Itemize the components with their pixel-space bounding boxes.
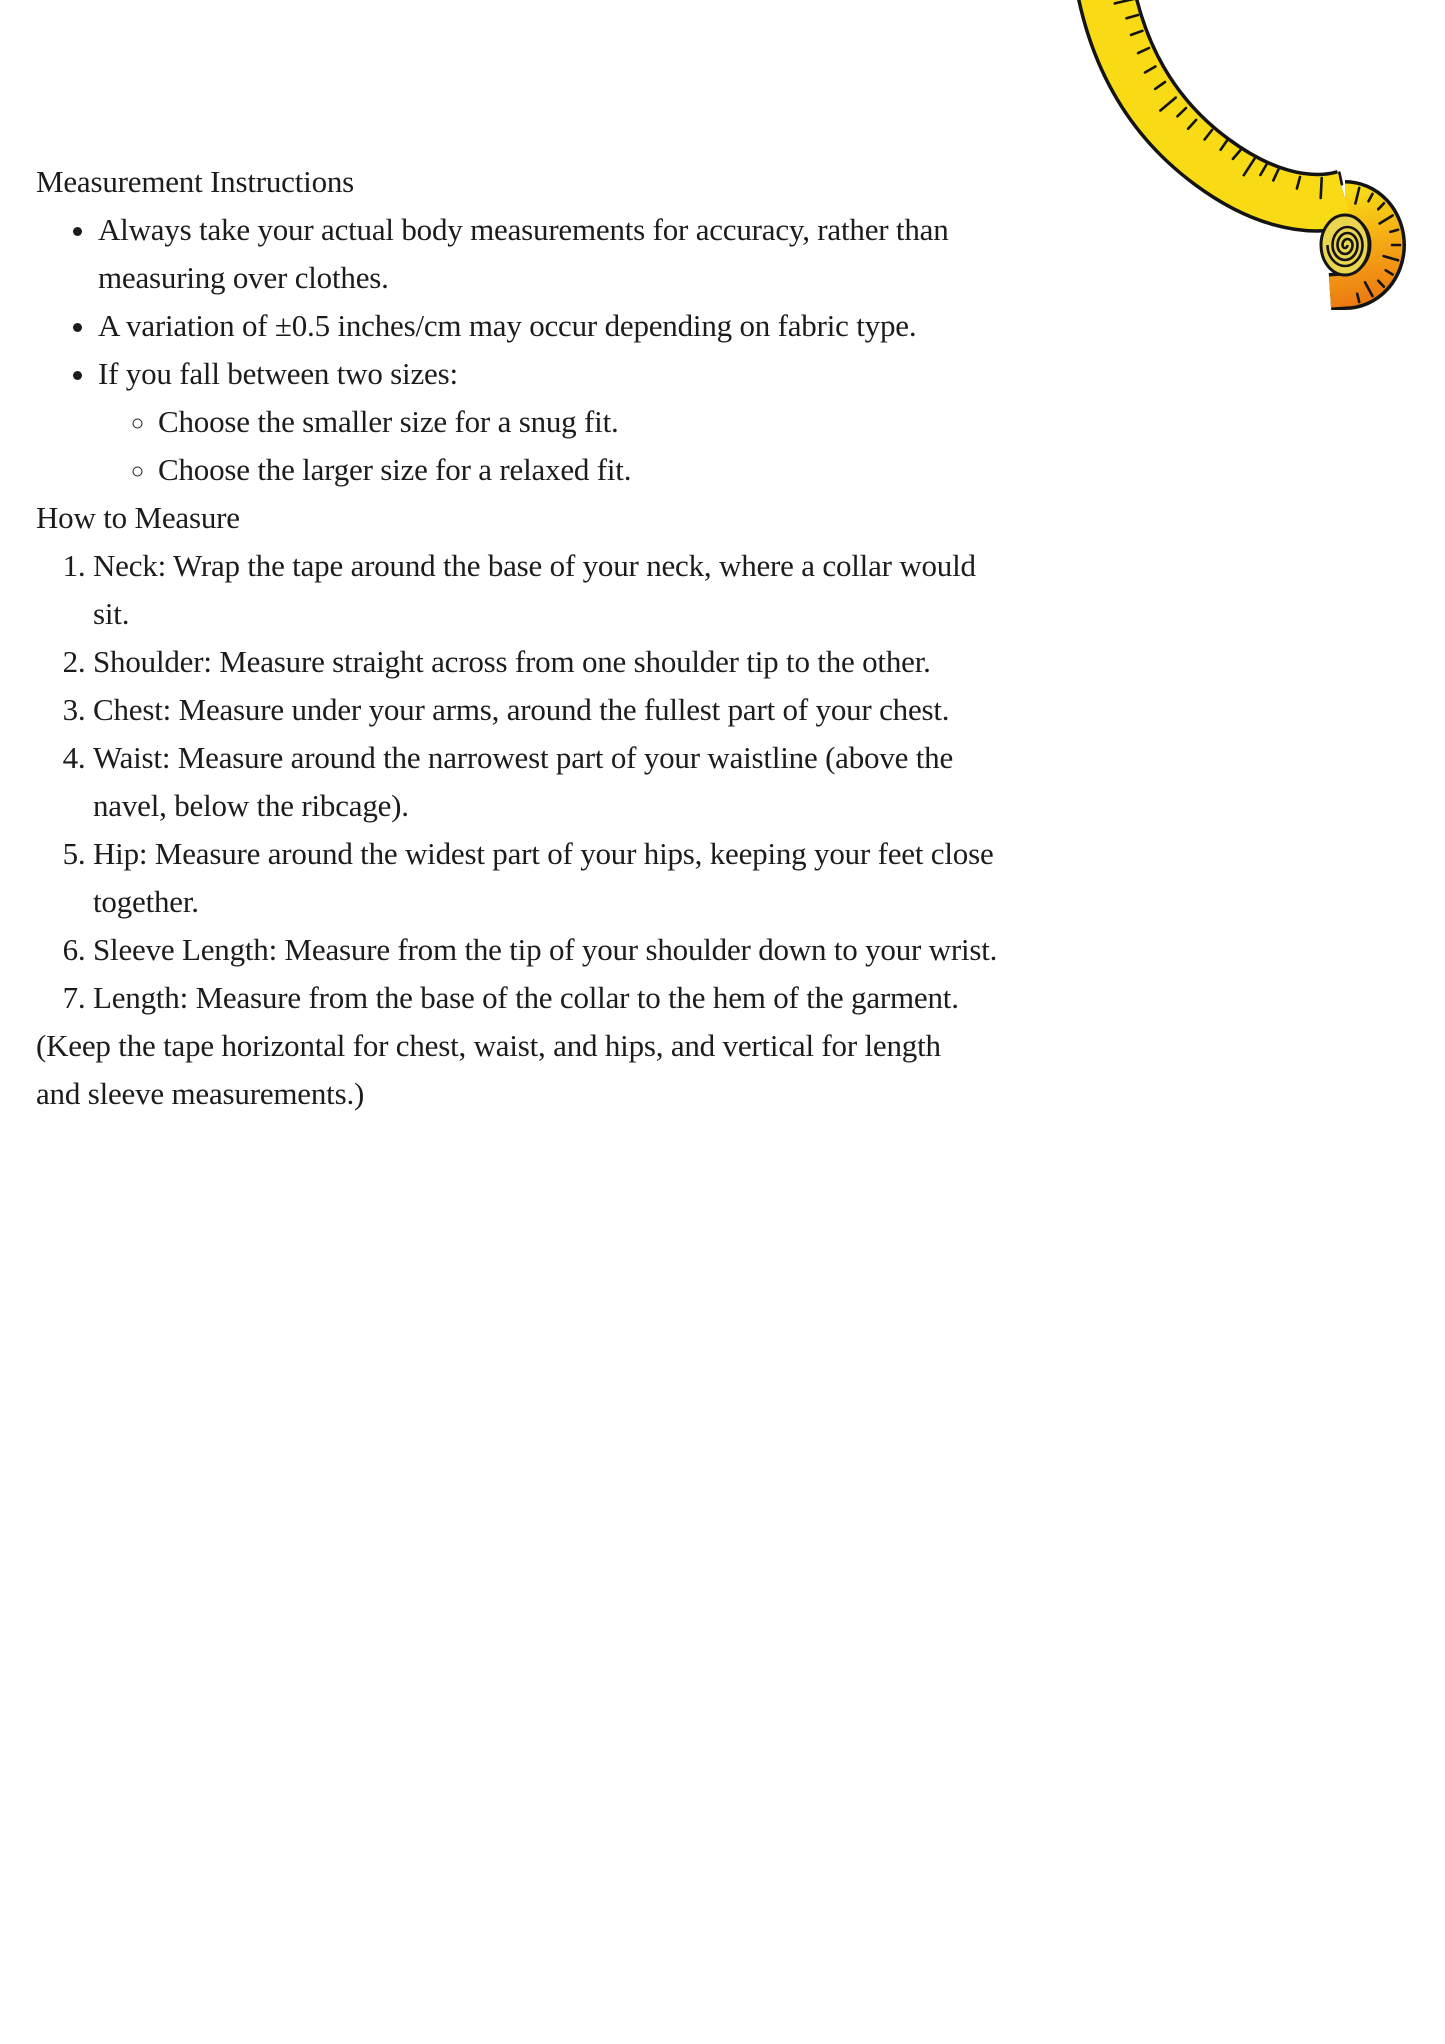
page-title: Measurement Instructions xyxy=(36,164,355,199)
step-text: Sleeve Length: Measure from the tip of your shoulder down to your wrist. xyxy=(93,932,998,967)
tape-roll xyxy=(1321,188,1400,302)
list-item xyxy=(98,350,1060,494)
list-item xyxy=(93,638,1000,686)
step-text: Shoulder: Measure straight across from one shoulder tip to the other. xyxy=(93,644,931,679)
list-item xyxy=(93,926,1000,974)
measure-steps-list xyxy=(36,542,1000,1022)
size-option-list xyxy=(98,398,998,494)
sub-bullet-text: Choose the larger size for a relaxed fit. xyxy=(158,452,632,487)
how-to-measure-title: How to Measure xyxy=(36,500,240,535)
step-text: Waist: Measure around the narrowest part of your waistline (above the navel, below the ribcage). xyxy=(93,740,954,823)
list-item xyxy=(98,302,1060,350)
list-item xyxy=(158,446,998,494)
bullet-text: Always take your actual body measurements for accuracy, rather than measuring over clothes. xyxy=(98,212,949,295)
bullet-text: If you fall between two sizes: xyxy=(98,356,458,391)
step-text: Chest: Measure under your arms, around the fullest part of your chest. xyxy=(93,692,950,727)
measurement-note: (Keep the tape horizontal for chest, waist, and hips, and vertical for length and sleeve measurements.) xyxy=(36,1028,941,1111)
instruction-bullet-list xyxy=(36,206,1060,494)
list-item xyxy=(98,206,1060,302)
sub-bullet-text: Choose the smaller size for a snug fit. xyxy=(158,404,619,439)
list-item xyxy=(93,974,1000,1022)
document-content xyxy=(36,158,1196,1118)
step-text: Neck: Wrap the tape around the base of your neck, where a collar would sit. xyxy=(93,548,976,631)
list-item xyxy=(93,734,1000,830)
step-text: Length: Measure from the base of the collar to the hem of the garment. xyxy=(93,980,959,1015)
list-item xyxy=(93,686,1000,734)
tape-spiral-icon xyxy=(1328,227,1363,266)
bullet-text: A variation of ±0.5 inches/cm may occur depending on fabric type. xyxy=(98,308,917,343)
list-item xyxy=(93,830,1000,926)
step-text: Hip: Measure around the widest part of your hips, keeping your feet close together. xyxy=(93,836,994,919)
list-item xyxy=(158,398,998,446)
list-item xyxy=(93,542,1000,638)
